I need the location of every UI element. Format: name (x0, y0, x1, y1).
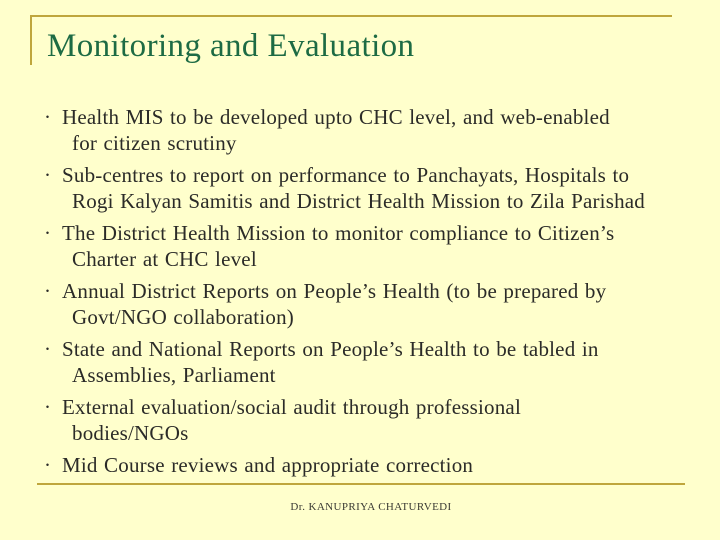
bullet-line: External evaluation/social audit through professional (62, 395, 521, 419)
bullet-list (44, 104, 694, 484)
bullet-line: Sub-centres to report on performance to Panchayats, Hospitals to (62, 163, 630, 187)
bullet-text (62, 452, 694, 478)
bullet-dot-icon: · (44, 337, 52, 361)
bullet-item (44, 336, 694, 388)
footer-credit: Dr. KANUPRIYA CHATURVEDI (290, 501, 452, 513)
bullet-item (44, 162, 694, 214)
bullet-line: Assemblies, Parliament (72, 363, 276, 387)
bullet-line: Charter at CHC level (72, 247, 257, 271)
bullet-line: Health MIS to be developed upto CHC level, and web-enabled (62, 105, 610, 129)
bullet-text (62, 220, 694, 272)
bullet-line: Mid Course reviews and appropriate correction (62, 453, 474, 477)
bullet-line: Rogi Kalyan Samitis and District Health Mission to Zila Parishad (72, 189, 645, 213)
bullet-dot-icon: · (44, 221, 52, 245)
bullet-dot-icon: · (44, 395, 52, 419)
footer-rule (37, 483, 685, 485)
bullet-text (62, 278, 694, 330)
bullet-text (62, 336, 694, 388)
bullet-dot-icon: · (44, 105, 52, 129)
bullet-line: Annual District Reports on People’s Health (to be prepared by (62, 279, 607, 303)
bullet-line: for citizen scrutiny (72, 131, 237, 155)
bullet-text (62, 162, 694, 214)
title-top-rule (30, 15, 672, 17)
bullet-item (44, 394, 694, 446)
bullet-item (44, 104, 694, 156)
bullet-line: The District Health Mission to monitor compliance to Citizen’s (62, 221, 615, 245)
bullet-line: State and National Reports on People’s Health to be tabled in (62, 337, 599, 361)
bullet-item (44, 220, 694, 272)
bullet-item (44, 278, 694, 330)
bullet-dot-icon: · (44, 453, 52, 477)
bullet-line: Govt/NGO collaboration) (72, 305, 294, 329)
bullet-dot-icon: · (44, 279, 52, 303)
slide-title: Monitoring and Evaluation (47, 28, 415, 64)
bullet-item (44, 452, 694, 478)
bullet-text (62, 104, 694, 156)
bullet-dot-icon: · (44, 163, 52, 187)
bullet-text (62, 394, 694, 446)
title-left-rule (30, 15, 32, 65)
bullet-line: bodies/NGOs (72, 421, 189, 445)
